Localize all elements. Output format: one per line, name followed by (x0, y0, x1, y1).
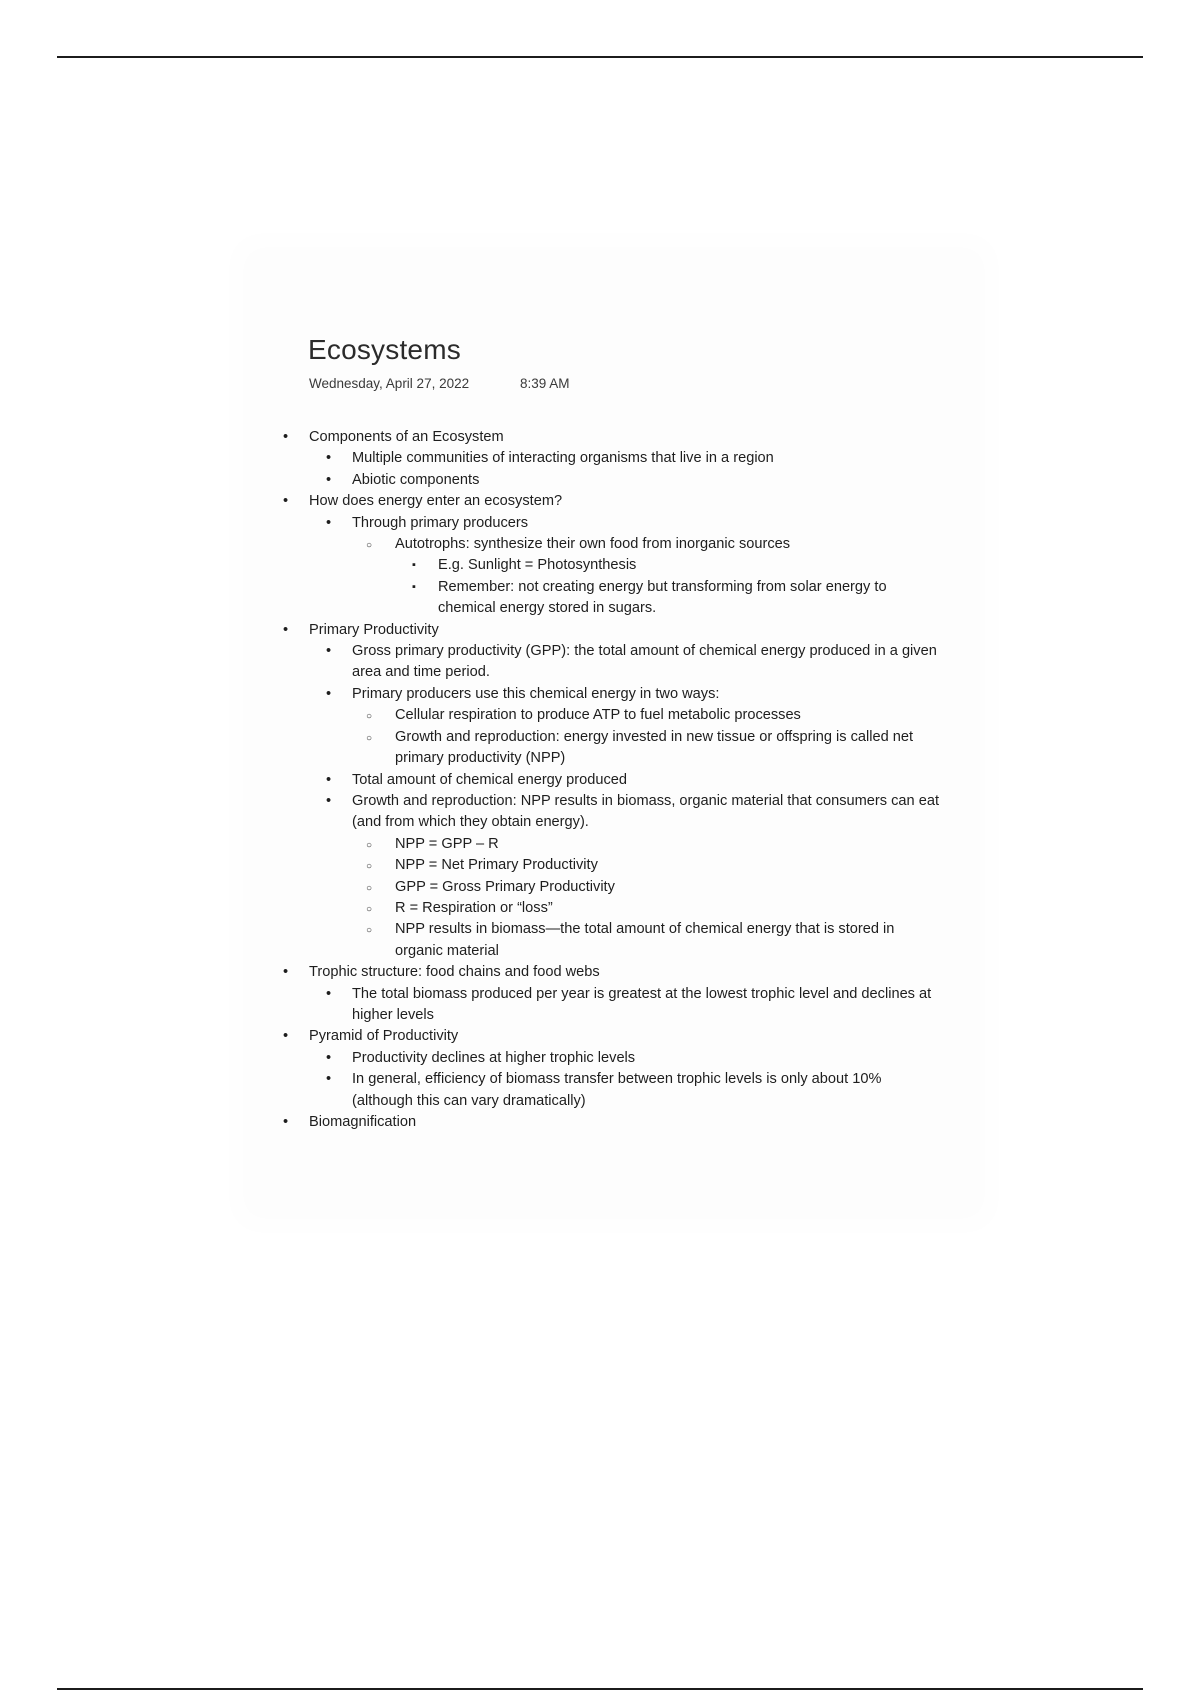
list-item: ○ Autotrophs: synthesize their own food from inorganic sources (280, 534, 940, 555)
list-item: • Growth and reproduction: NPP results in biomass, organic material that consumers can eat (and from which they obtain energy). (280, 791, 940, 834)
page-title: Ecosystems (308, 334, 461, 365)
note-outline (280, 427, 940, 1133)
list-item: ▪ E.g. Sunlight = Photosynthesis (280, 555, 940, 576)
list-item: • Through primary producers (280, 513, 940, 534)
list-item: • Biomagnification (280, 1112, 940, 1133)
list-item: • Total amount of chemical energy produced (280, 770, 940, 791)
bottom-divider (57, 1688, 1143, 1690)
list-item: ○ R = Respiration or “loss” (280, 898, 940, 919)
list-item: ○ NPP results in biomass—the total amount of chemical energy that is stored in organic material (280, 919, 940, 962)
list-item: • Gross primary productivity (GPP): the total amount of chemical energy produced in a given area and time period. (280, 641, 940, 684)
top-divider (57, 56, 1143, 58)
list-item: ○ Growth and reproduction: energy invested in new tissue or offspring is called net primary productivity (NPP) (280, 727, 940, 770)
list-item: ○ Cellular respiration to produce ATP to fuel metabolic processes (280, 705, 940, 726)
list-item: • Components of an Ecosystem (280, 427, 940, 448)
list-item: • Primary Productivity (280, 620, 940, 641)
list-item: • Primary producers use this chemical energy in two ways: (280, 684, 940, 705)
list-item: • Pyramid of Productivity (280, 1026, 940, 1047)
list-item: ○ NPP = GPP – R (280, 834, 940, 855)
list-item: • The total biomass produced per year is greatest at the lowest trophic level and declines at higher levels (280, 984, 940, 1027)
list-item: ○ GPP = Gross Primary Productivity (280, 877, 940, 898)
note-timestamp (309, 376, 570, 391)
note-date: Wednesday, April 27, 2022 (309, 376, 470, 391)
list-item: • How does energy enter an ecosystem? (280, 491, 940, 512)
list-item: • Productivity declines at higher trophic levels (280, 1048, 940, 1069)
list-item: ▪ Remember: not creating energy but transforming from solar energy to chemical energy stored in sugars. (280, 577, 940, 620)
list-item: ○ NPP = Net Primary Productivity (280, 855, 940, 876)
note-time: 8:39 AM (520, 376, 570, 391)
list-item: • Abiotic components (280, 470, 940, 491)
list-item: • Multiple communities of interacting organisms that live in a region (280, 448, 940, 469)
list-item: • In general, efficiency of biomass transfer between trophic levels is only about 10% (although this can vary dramatically) (280, 1069, 940, 1112)
list-item: • Trophic structure: food chains and food webs (280, 962, 940, 983)
